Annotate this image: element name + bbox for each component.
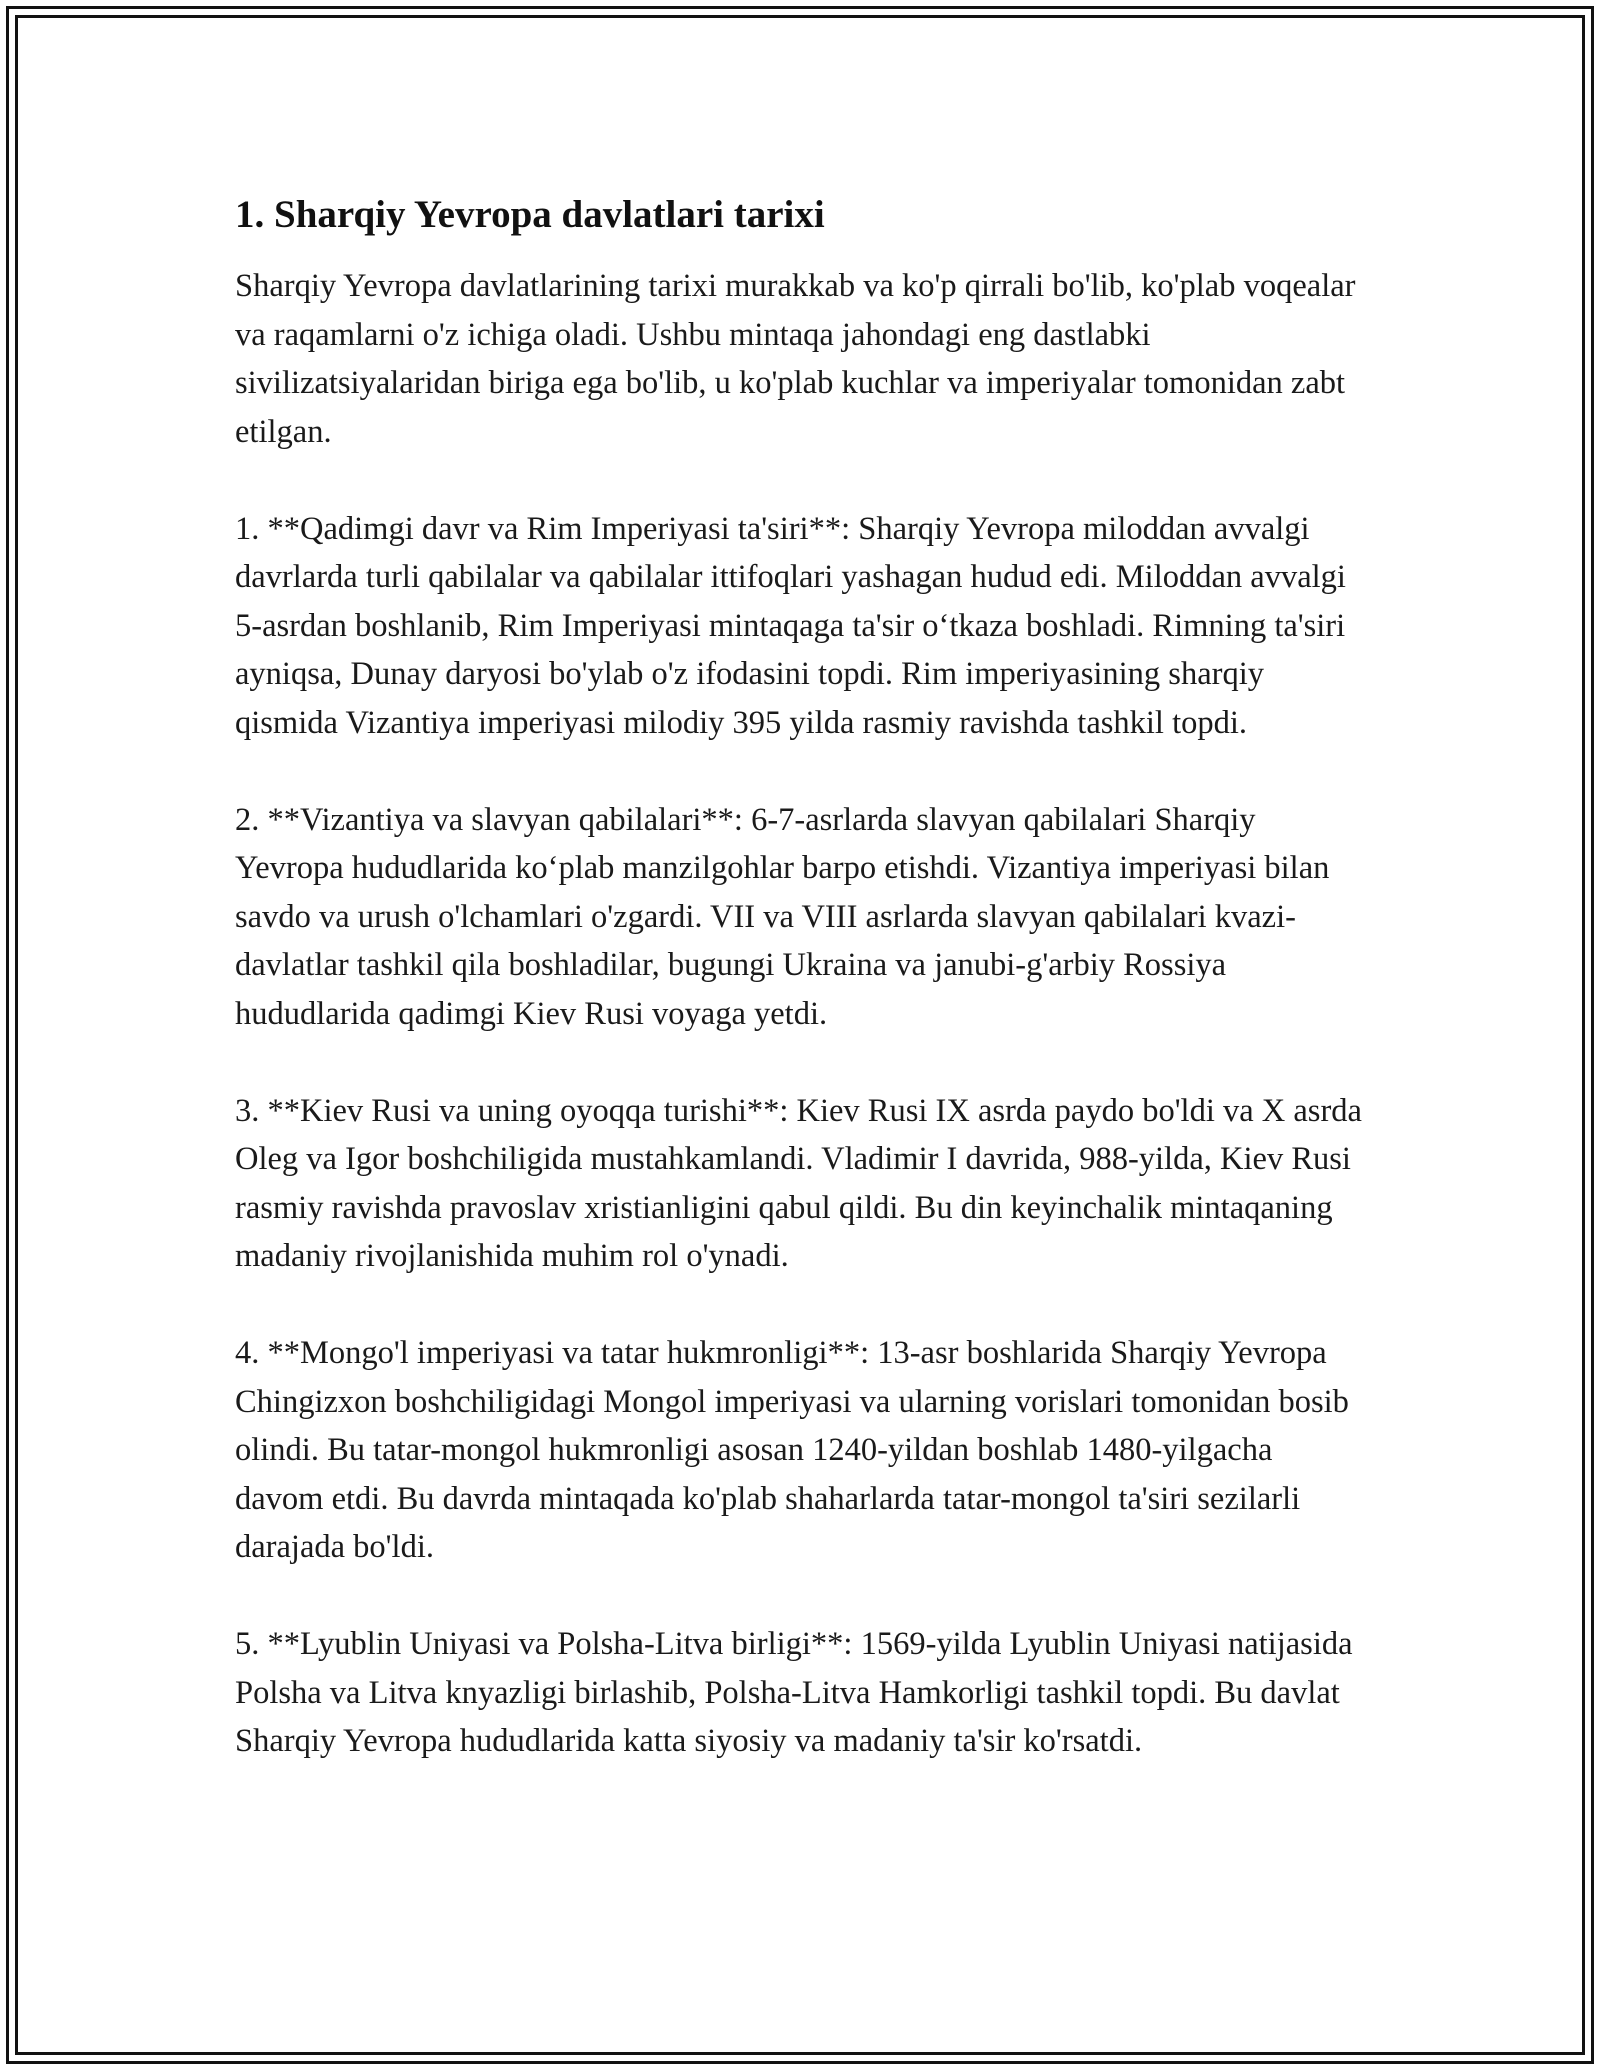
section-3-paragraph: 3. **Kiev Rusi va uning oyoqqa turishi**: Kiev Rusi IX asrda paydo bo'ldi va X asrda Oleg va Igor boshchiligida mustahkamlandi. Vladimir I davrida, 988-yilda, Kiev Rusi rasmiy ravishda pravoslav xristianligini qabul qildi. Bu din keyinchalik mintaqaning madaniy rivojlanishida muhim rol o'ynadi.: [235, 1092, 1362, 1274]
section-1-paragraph: 1. **Qadimgi davr va Rim Imperiyasi ta'siri**: Sharqiy Yevropa miloddan avvalgi davrlarda turli qabilalar va qabilalar ittifoqlari yashagan hudud edi. Miloddan avvalgi 5-asrdan boshlanib, Rim Imperiyasi mintaqaga ta'sir o‘tkaza boshladi. Rimning ta'siri ayniqsa, Dunay daryosi bo'ylab o'z ifodasini topdi. Rim imperiyasining sharqiy qismida Vizantiya imperiyasi milodiy 395 yilda rasmiy ravishda tashkil topdi.: [235, 510, 1346, 741]
document-body: [235, 190, 1365, 1814]
section-5-paragraph: 5. **Lyublin Uniyasi va Polsha-Litva birligi**: 1569-yilda Lyublin Uniyasi natijasida Polsha va Litva knyazligi birlashib, Polsha-Litva Hamkorligi tashkil topdi. Bu davlat Sharqiy Yevropa hududlarida katta siyosiy va madaniy ta'sir ko'rsatdi.: [235, 1626, 1353, 1759]
page-title: 1. Sharqiy Yevropa davlatlari tarixi: [235, 193, 825, 236]
section-4-paragraph: 4. **Mongo'l imperiyasi va tatar hukmronligi**: 13-asr boshlarida Sharqiy Yevropa Chingizxon boshchiligidagi Mongol imperiyasi va ularning vorislari tomonidan bosib olindi. Bu tatar-mongol hukmronligi asosan 1240-yildan boshlab 1480-yilgacha davom etdi. Bu davrda mintaqada ko'plab shaharlarda tatar-mongol ta'siri sezilarli darajada bo'ldi.: [235, 1335, 1349, 1565]
intro-paragraph: Sharqiy Yevropa davlatlarining tarixi murakkab va ko'p qirrali bo'lib, ko'plab voqealar va raqamlarni o'z ichiga oladi. Ushbu mintaqa jahondagi eng dastlabki sivilizatsiyalaridan biriga ega bo'lib, u ko'plab kuchlar va imperiyalar tomonidan zabt etilgan.: [235, 268, 1356, 450]
section-2-paragraph: 2. **Vizantiya va slavyan qabilalari**: 6-7-asrlarda slavyan qabilalari Sharqiy Yevropa hududlarida ko‘plab manzilgohlar barpo etishdi. Vizantiya imperiyasi bilan savdo va urush o'lchamlari o'zgardi. VII va VIII asrlarda slavyan qabilalari kvazi-davlatlar tashkil qila boshladilar, bugungi Ukraina va janubi-g'arbiy Rossiya hududlarida qadimgi Kiev Rusi voyaga yetdi.: [235, 801, 1330, 1032]
